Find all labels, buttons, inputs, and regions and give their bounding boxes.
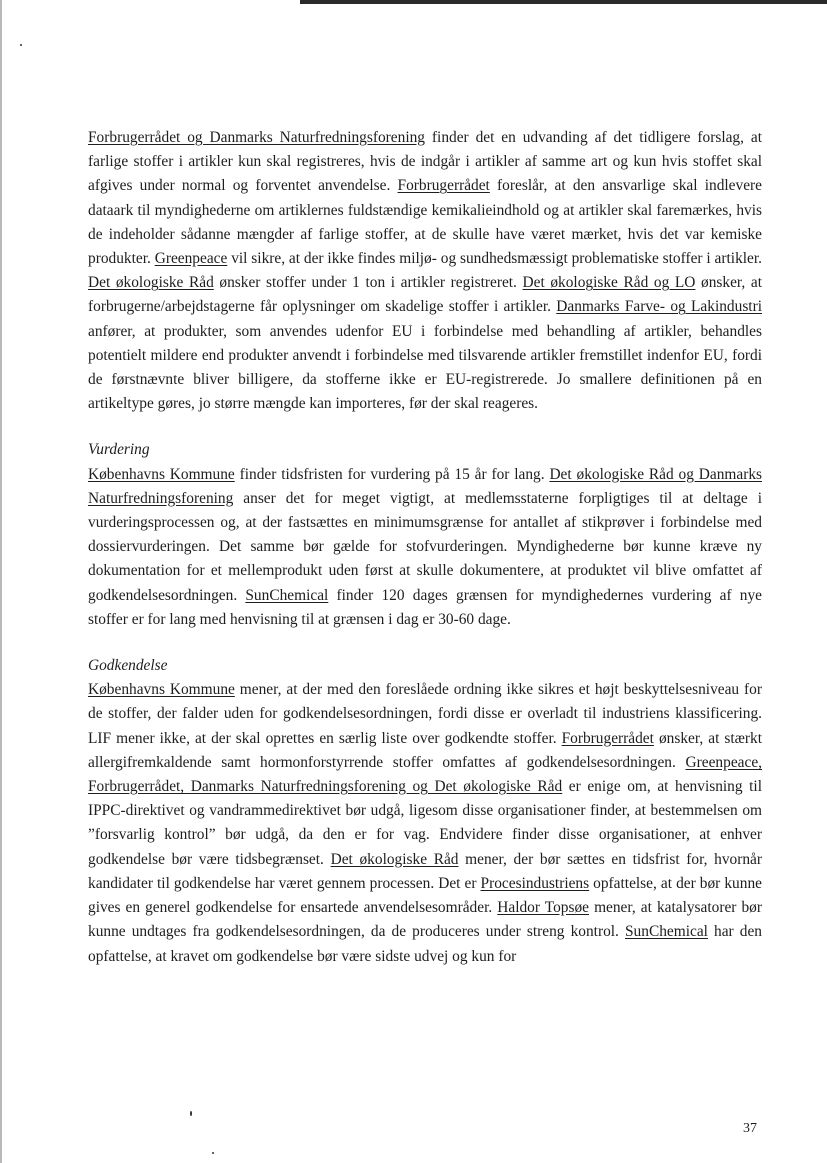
paragraph-text: finder det en udvanding af det tidligere forslag, at farlige stoffer i artikler kun skal registreres, hvis de indgår i artikler af samme art og kun hvis stoffet skal afgives under normal og forventet anvendelse. — [88, 129, 762, 195]
org-reference: Greenpeace, Forbrugerrådet, Danmarks Naturfredningsforening og Det økologiske Råd — [88, 753, 762, 796]
paragraph-text: foreslår, at den ansvarlige skal indlevere dataark til myndighederne om artiklernes fuldstændige kemikalieindhold og at artikler skal faremærkes, hvis de indeholder sådanne mængder af farlige stoffer, at de skulle have været mærket, hvis det var kemiske produkter. — [88, 177, 762, 268]
org-reference: Det økologiske Råd og LO — [522, 274, 696, 292]
org-reference: Danmarks Farve- og Lakindustri — [556, 298, 762, 316]
paragraph-text: opfattelse, at der bør kunne gives en generel godkendelse for ensartede anvendelsesområder. — [88, 874, 762, 917]
section-heading-vurdering: Vurdering — [88, 441, 150, 459]
paragraph-text: ønsker stoffer under 1 ton i artikler registreret. — [213, 274, 523, 292]
paragraph-vurdering — [88, 463, 762, 632]
paragraph-text: mener, at der med den foreslåede ordning ikke sikres et højt beskyttelsesniveau for de stoffer, der falder uden for godkendelsesordningen, fordi disse er overladt til industriens klassificering. LIF mener ikke, at der skal oprettes en særlig liste over godkendte stoffer. — [88, 681, 762, 747]
org-reference: Procesindustriens — [480, 874, 590, 892]
paragraph-text: ønsker, at forbrugerne/arbejdstagerne får oplysninger om skadelige stoffer i artikler. — [88, 274, 762, 316]
scan-speck — [212, 1152, 214, 1154]
paragraph-text: mener, at katalysatorer bør kunne undtages fra godkendelsesordningen, da de produceres under streng kontrol. — [88, 899, 762, 941]
paragraph-text: finder 120 dages grænsen for myndighedernes vurdering af nye stoffer er for lang med henvisning til at grænsen i dag er 30-60 dage. — [88, 586, 762, 628]
section-heading-godkendelse: Godkendelse — [88, 657, 168, 675]
org-reference: Det økologiske Råd — [330, 850, 459, 868]
paragraph-text: har den opfattelse, at kravet om godkendelse bør være sidste udvej og kun for — [88, 923, 762, 965]
paragraph-text: anfører, at produkter, som anvendes udenfor EU i forbindelse med behandling af artikler, behandles potentielt mildere end produkter anvendt i forbindelse med tilsvarende artikler fremstillet indenfor EU, fordi de førstnævnte bliver billigere, da stofferne ikke er EU-registrerede. Jo smallere definitionen på en artikeltype gøres, jo større mængde kan importeres, før der skal reageres. — [88, 322, 762, 413]
scan-edge-left — [0, 0, 2, 1163]
org-reference: Københavns Kommune — [88, 465, 235, 483]
paragraph-articles — [88, 126, 762, 416]
paragraph-text: anser det for meget vigtigt, at medlemsstaterne forpligtiges til at deltage i vurderingsprocessen og, at der fastsættes en minimumsgrænse for antallet af stikprøver i forbindelse med dossiervurderingen. Det samme bør gælde for stofvurderingen. Myndighederne bør kunne kræve ny dokumentation for et mellemprodukt uden først at skulle dokumentere, at produktet vil blive omfattet af godkendelsesordningen. — [88, 489, 762, 604]
paragraph-text: ønsker, at stærkt allergifremkaldende samt hormonforstyrrende stoffer omfattes af godkendelsesordningen. — [88, 729, 762, 771]
paragraph-godkendelse — [88, 678, 762, 968]
paragraph-text: finder tidsfristen for vurdering på 15 år for lang. — [234, 465, 550, 483]
org-reference: Forbrugerrådet og Danmarks Naturfredningsforening — [88, 129, 425, 146]
org-reference: SunChemical — [625, 923, 708, 941]
org-reference: Det økologiske Råd — [88, 274, 214, 292]
paragraph-text: er enige om, at henvisning til IPPC-direktivet og vandrammedirektivet bør udgå, ligesom disse organisationer finder, at bestemmelsen om ”forsvarlig kontrol” bør udgå, da den er for vag. Endvidere finder disse organisationer, at enhver godkendelse bør være tidsbegrænset. — [88, 778, 762, 868]
org-reference: Forbrugerrådet — [397, 177, 490, 195]
page-number: 37 — [743, 1121, 757, 1136]
scan-speck — [20, 44, 22, 46]
org-reference: Forbrugerrådet — [561, 729, 654, 747]
org-reference: Greenpeace — [154, 250, 228, 268]
document-body — [88, 126, 762, 969]
org-reference: SunChemical — [245, 586, 329, 604]
scan-speck — [190, 1111, 192, 1116]
org-reference: Haldor Topsøe — [497, 899, 590, 917]
org-reference: Københavns Kommune — [88, 681, 235, 699]
org-reference: Det økologiske Råd og Danmarks Naturfredningsforening — [88, 465, 763, 507]
paragraph-text: vil sikre, at der ikke findes miljø- og sundhedsmæssigt problematiske stoffer i artikler. — [227, 250, 762, 268]
scan-edge-top — [300, 0, 827, 4]
paragraph-text: mener, der bør sættes en tidsfrist for, hvornår kandidater til godkendelse har været gennem processen. Det er — [88, 850, 762, 892]
